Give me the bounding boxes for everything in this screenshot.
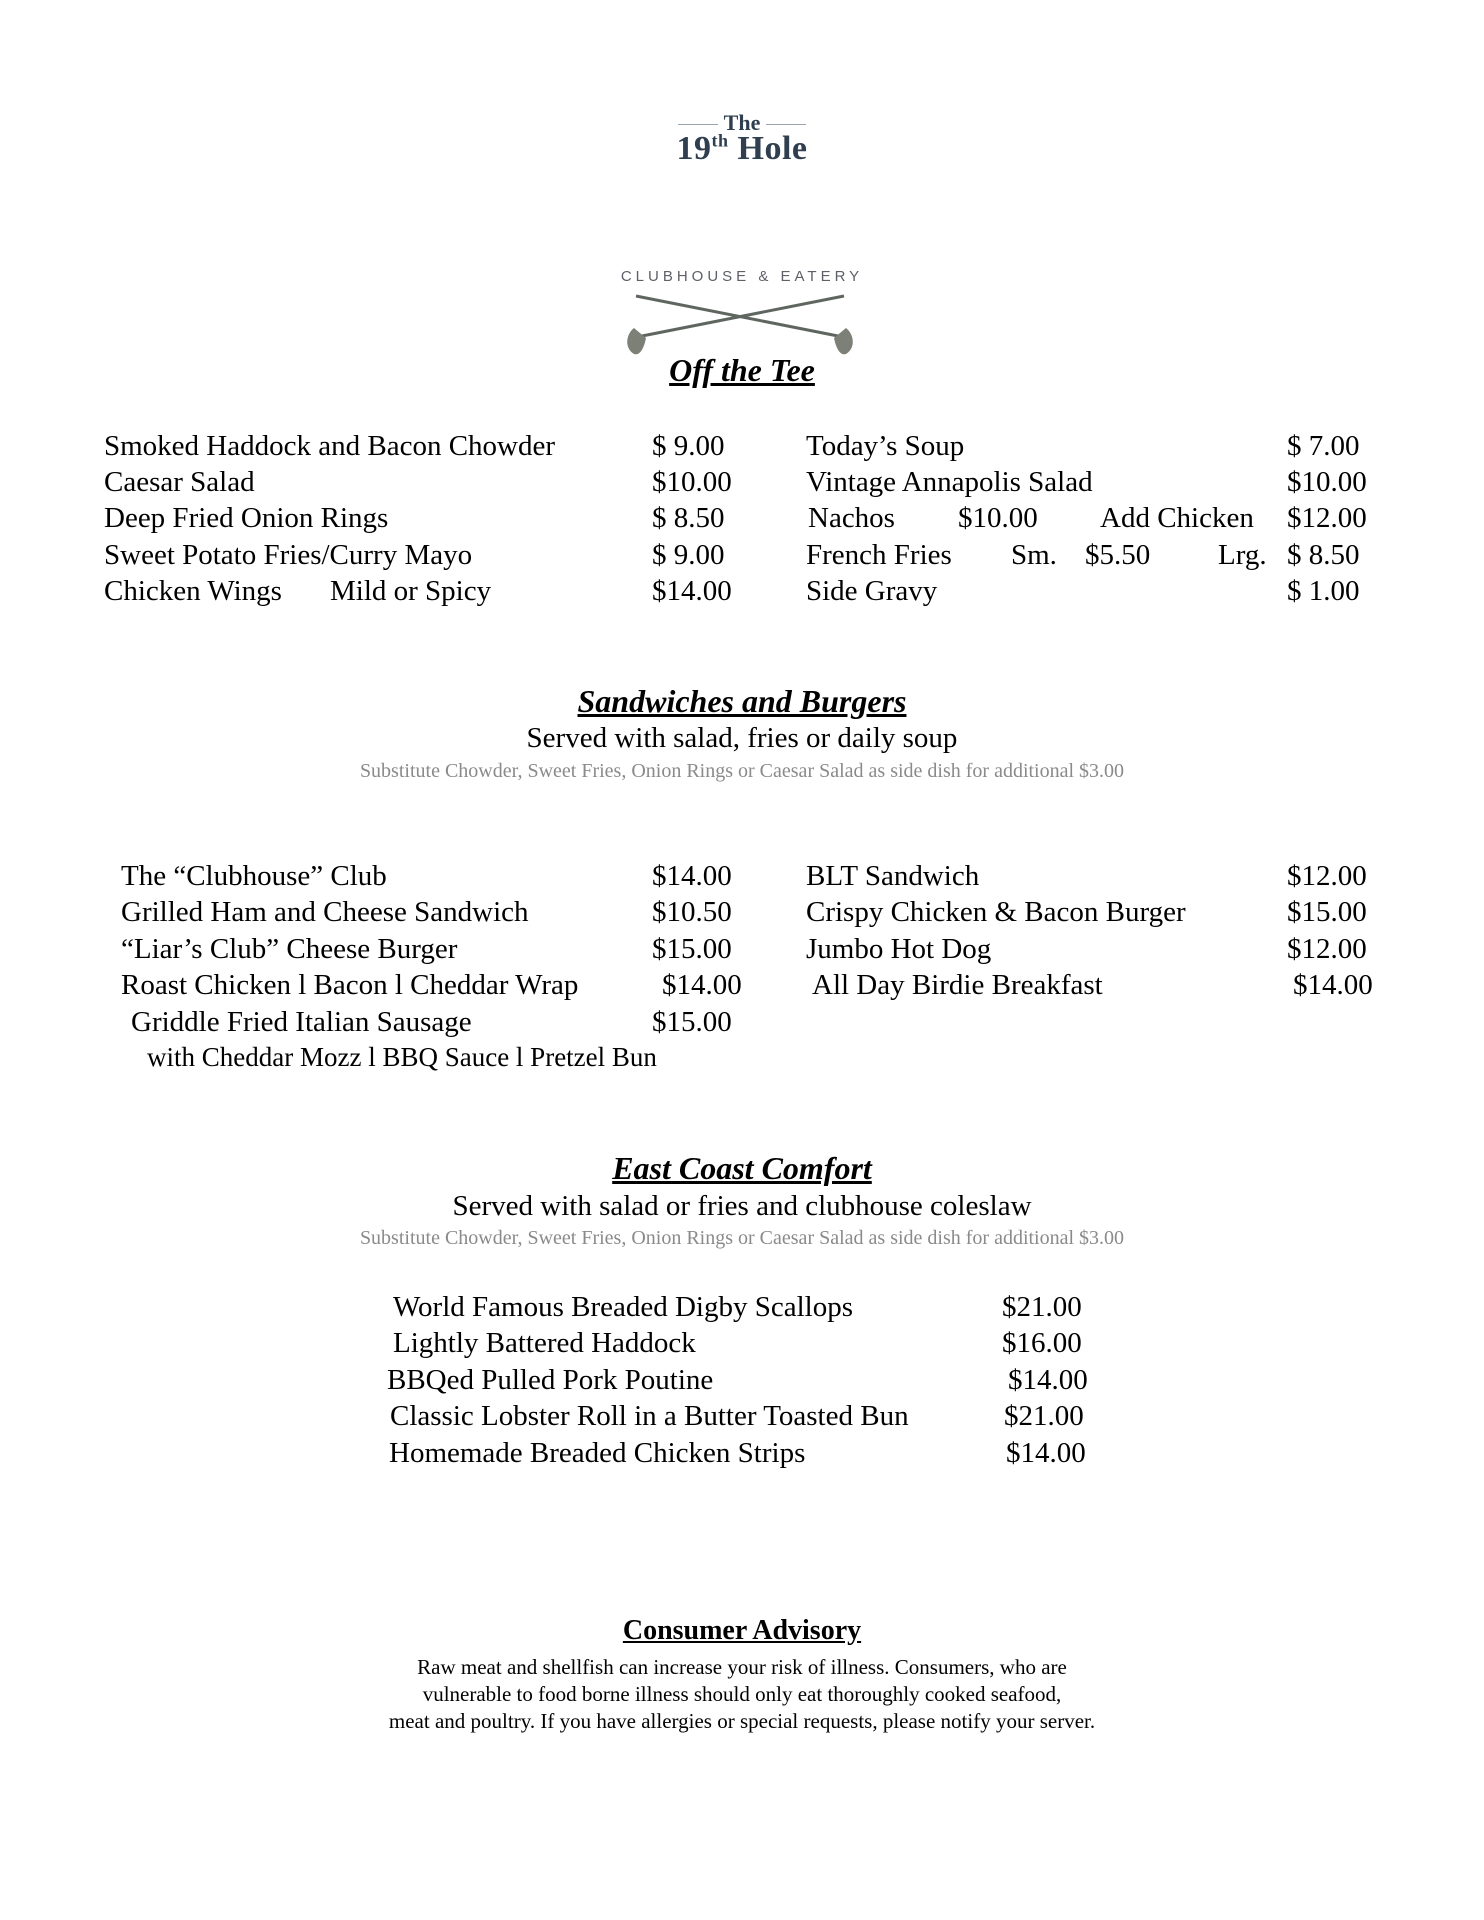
menu-item-option: Mild or Spicy — [330, 575, 492, 607]
sandwiches-note: Substitute Chowder, Sweet Fries, Onion Rings or Caesar Salad as side dish for additional $3.00 — [359, 760, 1125, 782]
menu-item-price: $10.50 — [652, 896, 732, 928]
menu-item-price: $14.00 — [662, 969, 742, 1001]
logo-the-text: The — [723, 110, 761, 135]
menu-item-size-large: Lrg. — [1218, 539, 1267, 571]
menu-item-name: Griddle Fried Italian Sausage — [131, 1006, 472, 1038]
menu-item-name: Smoked Haddock and Bacon Chowder — [104, 430, 556, 462]
comfort-heading: East Coast Comfort — [612, 1150, 872, 1186]
menu-item-name: Deep Fried Onion Rings — [104, 502, 389, 534]
menu-item-price: $15.00 — [1287, 896, 1367, 928]
logo-tagline: CLUBHOUSE & EATERY — [620, 268, 864, 285]
menu-item-price: $16.00 — [1002, 1327, 1082, 1359]
logo-rule-right — [766, 124, 806, 125]
advisory-heading: Consumer Advisory — [622, 1615, 862, 1646]
comfort-subtitle: Served with salad or fries and clubhouse coleslaw — [452, 1190, 1032, 1222]
menu-item-name: Grilled Ham and Cheese Sandwich — [121, 896, 529, 928]
menu-item-price: $15.00 — [652, 933, 732, 965]
menu-item-name: “Liar’s Club” Cheese Burger — [121, 933, 458, 965]
menu-item-name: Nachos — [808, 502, 895, 534]
logo-rule-left — [678, 124, 718, 125]
advisory-line: vulnerable to food borne illness should only eat thoroughly cooked seafood, — [422, 1682, 1062, 1706]
menu-item-name: Chicken Wings — [104, 575, 282, 607]
menu-item-price: $12.00 — [1287, 502, 1367, 534]
menu-item-name: Homemade Breaded Chicken Strips — [389, 1437, 806, 1469]
menu-item-price: $ 9.00 — [652, 430, 725, 462]
menu-item-price: $10.00 — [652, 466, 732, 498]
crossed-golf-clubs-icon — [620, 290, 860, 361]
comfort-note: Substitute Chowder, Sweet Fries, Onion Rings or Caesar Salad as side dish for additional $3.00 — [359, 1227, 1125, 1249]
menu-item-price-small: $5.50 — [1085, 539, 1151, 571]
menu-item-price: $21.00 — [1004, 1400, 1084, 1432]
menu-item-name: All Day Birdie Breakfast — [812, 969, 1103, 1001]
sandwiches-subtitle: Served with salad, fries or daily soup — [526, 722, 958, 754]
menu-item-price: $14.00 — [1293, 969, 1373, 1001]
menu-item-price: $ 1.00 — [1287, 575, 1360, 607]
sandwiches-heading: Sandwiches and Burgers — [577, 683, 907, 719]
menu-item-name: Crispy Chicken & Bacon Burger — [806, 896, 1186, 928]
logo-hole — [0, 130, 1484, 168]
menu-item-name: BBQed Pulled Pork Poutine — [387, 1364, 714, 1396]
menu-item-name: Sweet Potato Fries/Curry Mayo — [104, 539, 473, 571]
menu-item-price: $ 7.00 — [1287, 430, 1360, 462]
advisory-line: meat and poultry. If you have allergies or special requests, please notify your server. — [388, 1709, 1096, 1733]
advisory-line: Raw meat and shellfish can increase your risk of illness. Consumers, who are — [417, 1655, 1067, 1679]
menu-item-name: Vintage Annapolis Salad — [806, 466, 1093, 498]
menu-item-price: $14.00 — [1006, 1437, 1086, 1469]
menu-item-price: $15.00 — [652, 1006, 732, 1038]
menu-item-price-alt: $10.00 — [958, 502, 1038, 534]
menu-item-price: $14.00 — [652, 575, 732, 607]
menu-item-description: with Cheddar Mozz l BBQ Sauce l Pretzel Bun — [147, 1042, 657, 1072]
menu-item-size-small: Sm. — [1011, 539, 1057, 571]
menu-item-name: Jumbo Hot Dog — [806, 933, 992, 965]
menu-item-option: Add Chicken — [1100, 502, 1254, 534]
menu-item-name: Side Gravy — [806, 575, 938, 607]
menu-item-price: $ 8.50 — [652, 502, 725, 534]
menu-item-name: French Fries — [806, 539, 952, 571]
menu-item-name: Caesar Salad — [104, 466, 255, 498]
menu-item-name: Classic Lobster Roll in a Butter Toasted Bun — [390, 1400, 909, 1432]
menu-item-price: $14.00 — [1008, 1364, 1088, 1396]
menu-item-name: World Famous Breaded Digby Scallops — [393, 1291, 853, 1323]
menu-item-price: $10.00 — [1287, 466, 1367, 498]
logo-hole-number: 19 — [676, 130, 712, 167]
menu-item-name: Lightly Battered Haddock — [393, 1327, 696, 1359]
menu-item-name: The “Clubhouse” Club — [121, 860, 387, 892]
menu-item-name: Today’s Soup — [806, 430, 965, 462]
logo-hole-word: Hole — [737, 130, 808, 167]
menu-item-price: $12.00 — [1287, 933, 1367, 965]
advisory-text — [0, 1654, 1484, 1735]
menu-item-price: $21.00 — [1002, 1291, 1082, 1323]
menu-item-price: $ 9.00 — [652, 539, 725, 571]
menu-item-price: $ 8.50 — [1287, 539, 1360, 571]
menu-item-name: Roast Chicken l Bacon l Cheddar Wrap — [121, 969, 579, 1001]
menu-item-name: BLT Sandwich — [806, 860, 980, 892]
logo-hole-suffix: th — [711, 130, 729, 151]
menu-item-price: $14.00 — [652, 860, 732, 892]
off-the-tee-heading: Off the Tee — [669, 352, 815, 388]
menu-item-price: $12.00 — [1287, 860, 1367, 892]
